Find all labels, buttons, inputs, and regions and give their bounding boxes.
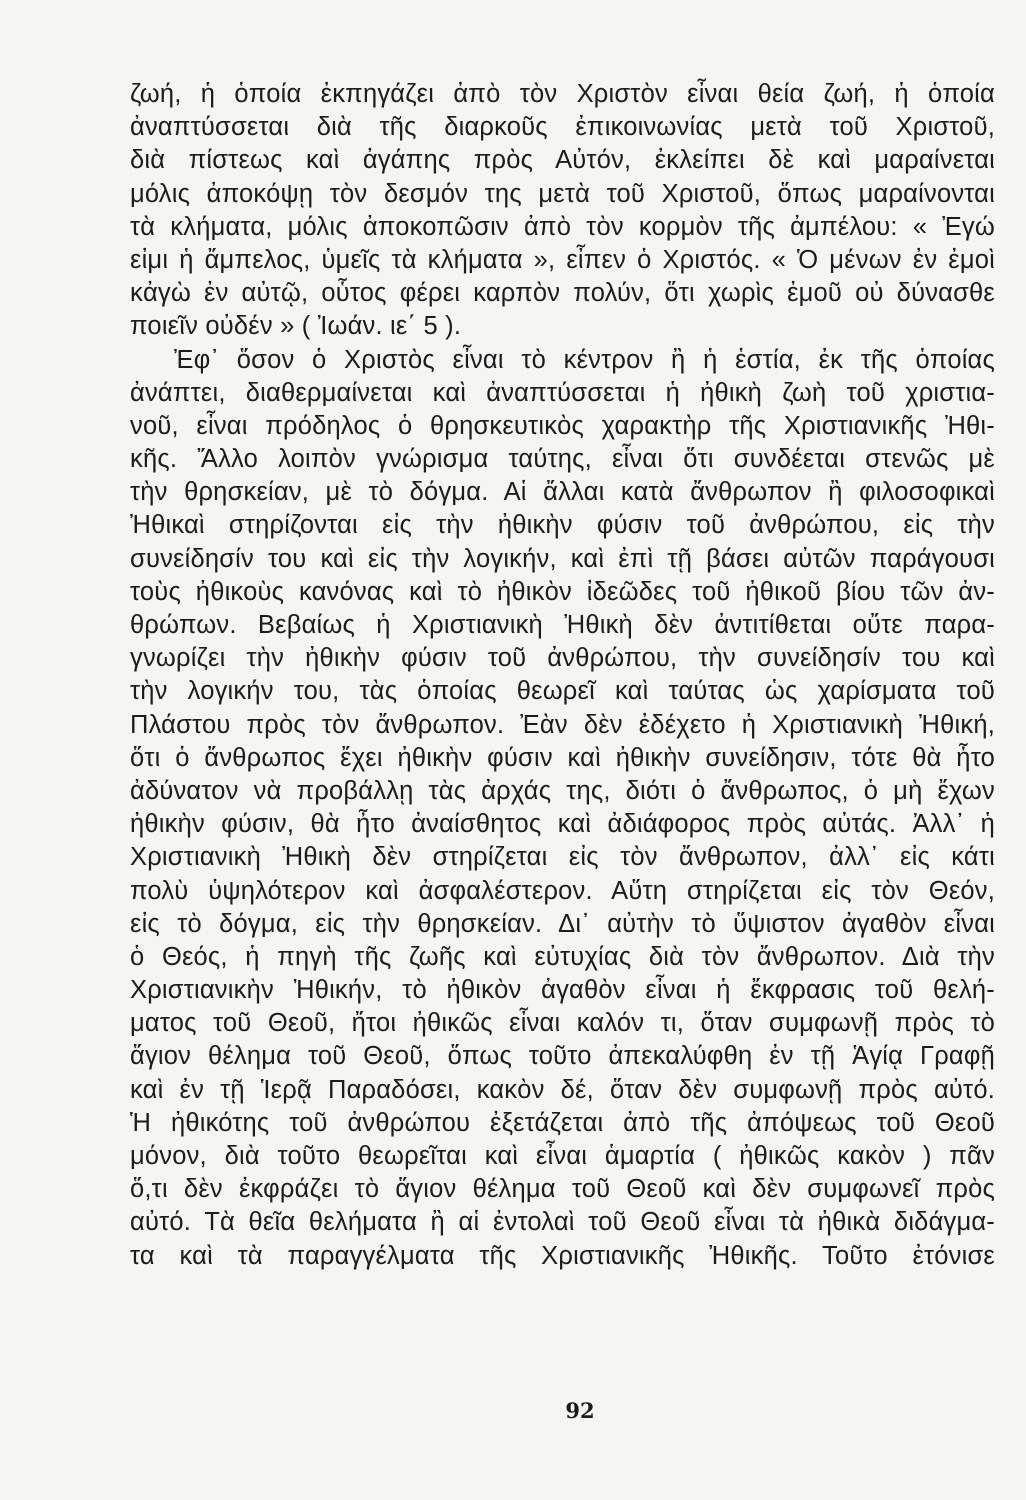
text-line-4: μόλις ἀποκόψῃ τὸν δεσμόν της μετὰ τοῦ Χριστοῦ, ὅπως μαραίνονται	[130, 179, 995, 208]
text-line-15: συνείδησίν του καὶ εἰς τὴν λογικήν, καὶ ἐπὶ τῇ βάσει αὐτῶν παράγουσι	[130, 544, 995, 573]
text-line-26: εἰς τὸ δόγμα, εἰς τὴν θρησκείαν. Δι᾽ αὐτὴν τὸ ὕψιστον ἀγαθὸν εἶναι	[130, 909, 995, 938]
text-line-23: ἠθικὴν φύσιν, θὰ ἦτο ἀναίσθητος καὶ ἀδιάφορος πρὸς αὐτάς. Ἀλλ᾽ ἡ	[130, 810, 995, 839]
text-line-35: αὐτό. Τὰ θεῖα θελήματα ἢ αἱ ἐντολαὶ τοῦ Θεοῦ εἶναι τὰ ἠθικὰ διδάγμα-	[130, 1208, 995, 1237]
text-line-29: ματος τοῦ Θεοῦ, ἤτοι ἠθικῶς εἶναι καλόν τι, ὅταν συμφωνῇ πρὸς τὸ	[130, 1009, 995, 1038]
text-line-13: τὴν θρησκείαν, μὲ τὸ δόγμα. Αἱ ἄλλαι κατὰ ἄνθρωπον ἢ φιλοσοφικαὶ	[130, 478, 995, 507]
text-line-2: ἀναπτύσσεται διὰ τῆς διαρκοῦς ἐπικοινωνίας μετὰ τοῦ Χριστοῦ,	[130, 113, 995, 142]
text-line-36: τα καὶ τὰ παραγγέλματα τῆς Χριστιανικῆς Ἠθικῆς. Τοῦτο ἐτόνισε	[130, 1241, 995, 1270]
text-line-12: κῆς. Ἄλλο λοιπὸν γνώρισμα ταύτης, εἶναι ὅτι συνδέεται στενῶς μὲ	[130, 445, 995, 474]
text-line-31: καὶ ἐν τῇ Ἱερᾷ Παραδόσει, κακὸν δέ, ὅταν δὲν συμφωνῇ πρὸς αὐτό.	[130, 1075, 995, 1104]
page-number: 92	[565, 1398, 595, 1423]
text-line-7: κἀγὼ ἐν αὐτῷ, οὗτος φέρει καρπὸν πολύν, ὅτι χωρὶς ἐμοῦ οὐ δύνασθε	[130, 279, 995, 308]
text-line-14: Ἠθικαὶ στηρίζονται εἰς τὴν ἠθικὴν φύσιν τοῦ ἀνθρώπου, εἰς τὴν	[130, 511, 995, 540]
text-line-20: Πλάστου πρὸς τὸν ἄνθρωπον. Ἐὰν δὲν ἐδέχετο ἡ Χριστιανικὴ Ἠθική,	[130, 710, 995, 739]
text-line-34: ὅ,τι δὲν ἐκφράζει τὸ ἅγιον θέλημα τοῦ Θεοῦ καὶ δὲν συμφωνεῖ πρὸς	[130, 1175, 995, 1204]
text-line-22: ἀδύνατον νὰ προβάλλῃ τὰς ἀρχάς της, διότι ὁ ἄνθρωπος, ὁ μὴ ἔχων	[130, 776, 995, 805]
text-line-16: τοὺς ἠθικοὺς κανόνας καὶ τὸ ἠθικὸν ἰδεῶδες τοῦ ἠθικοῦ βίου τῶν ἀν-	[130, 577, 995, 606]
body-text	[130, 78, 995, 1273]
text-line-8: ποιεῖν οὐδέν » ( Ἰωάν. ιε΄ 5 ).	[130, 312, 462, 341]
text-line-1: ζωή, ἡ ὁποία ἐκπηγάζει ἀπὸ τὸν Χριστὸν εἶναι θεία ζωή, ἡ ὁποία	[130, 80, 995, 108]
text-line-27: ὁ Θεός, ἡ πηγὴ τῆς ζωῆς καὶ εὐτυχίας διὰ τὸν ἄνθρωπον. Διὰ τὴν	[130, 942, 995, 971]
text-line-30: ἅγιον θέλημα τοῦ Θεοῦ, ὅπως τοῦτο ἀπεκαλύφθη ἐν τῇ Ἁγίᾳ Γραφῇ	[130, 1042, 995, 1071]
text-line-11: νοῦ, εἶναι πρόδηλος ὁ θρησκευτικὸς χαρακτὴρ τῆς Χριστιανικῆς Ἠθι-	[130, 411, 995, 440]
text-line-18: γνωρίζει τὴν ἠθικὴν φύσιν τοῦ ἀνθρώπου, τὴν συνείδησίν του καὶ	[130, 644, 995, 673]
text-line-10: ἀνάπτει, διαθερμαίνεται καὶ ἀναπτύσσεται ἡ ἠθικὴ ζωὴ τοῦ χριστια-	[130, 378, 995, 407]
text-line-9: Ἐφ᾽ ὅσον ὁ Χριστὸς εἶναι τὸ κέντρον ἢ ἡ ἑστία, ἐκ τῆς ὁποίας	[174, 345, 995, 374]
text-line-21: ὅτι ὁ ἄνθρωπος ἔχει ἠθικὴν φύσιν καὶ ἠθικὴν συνείδησιν, τότε θὰ ἦτο	[130, 743, 995, 772]
text-line-24: Χριστιανικὴ Ἠθικὴ δὲν στηρίζεται εἰς τὸν ἄνθρωπον, ἀλλ᾽ εἰς κάτι	[130, 843, 995, 872]
text-line-5: τὰ κλήματα, μόλις ἀποκοπῶσιν ἀπὸ τὸν κορμὸν τῆς ἀμπέλου: « Ἐγώ	[130, 212, 995, 241]
text-line-32: Ἡ ἠθικότης τοῦ ἀνθρώπου ἐξετάζεται ἀπὸ τῆς ἀπόψεως τοῦ Θεοῦ	[130, 1108, 995, 1137]
text-line-28: Χριστιανικὴν Ἠθικήν, τὸ ἠθικὸν ἀγαθὸν εἶναι ἡ ἔκφρασις τοῦ θελή-	[130, 976, 995, 1005]
text-line-19: τὴν λογικήν του, τὰς ὁποίας θεωρεῖ καὶ ταύτας ὡς χαρίσματα τοῦ	[130, 677, 995, 706]
text-line-3: διὰ πίστεως καὶ ἀγάπης πρὸς Αὐτόν, ἐκλείπει δὲ καὶ μαραίνεται	[130, 146, 995, 175]
text-line-33: μόνον, διὰ τοῦτο θεωρεῖται καὶ εἶναι ἁμαρτία ( ἠθικῶς κακὸν ) πᾶν	[130, 1142, 995, 1170]
text-line-25: πολὺ ὑψηλότερον καὶ ἀσφαλέστερον. Αὕτη στηρίζεται εἰς τὸν Θεόν,	[130, 876, 995, 905]
text-line-17: θρώπων. Βεβαίως ἡ Χριστιανικὴ Ἠθικὴ δὲν ἀντιτίθεται οὔτε παρα-	[130, 611, 995, 639]
text-line-6: εἰμι ἡ ἄμπελος, ὑμεῖς τὰ κλήματα », εἶπεν ὁ Χριστός. « Ὁ μένων ἐν ἐμοὶ	[130, 245, 995, 274]
